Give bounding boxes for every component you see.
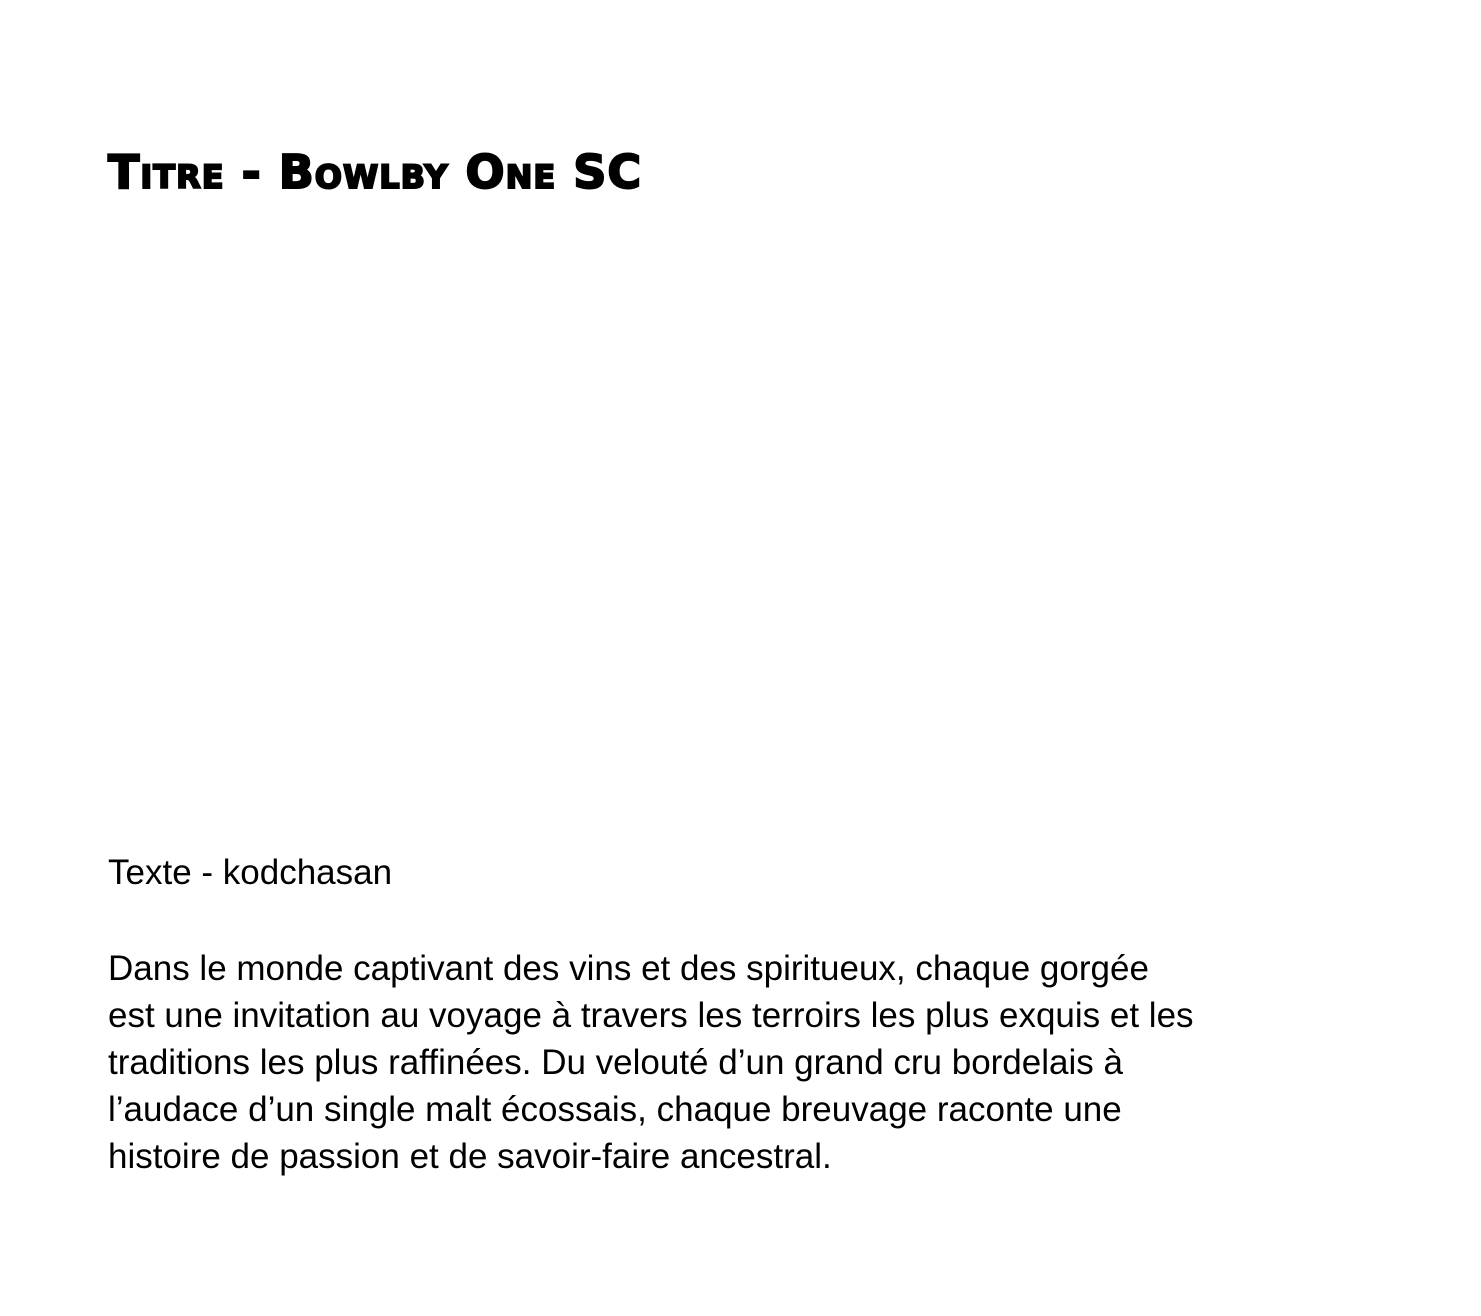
body-paragraph (108, 945, 1408, 1180)
paragraph-line: histoire de passion et de savoir-faire ancestral. (108, 1137, 832, 1176)
paragraph-line: Dans le monde captivant des vins et des spiritueux, chaque gorgée (108, 949, 1149, 988)
paragraph-line: l’audace d’un single malt écossais, chaque breuvage raconte une (108, 1090, 1122, 1129)
text-section-label: Texte - kodchasan (108, 853, 393, 892)
page-title: Titre - Bowlby One SC (108, 145, 643, 199)
paragraph-line: traditions les plus raffinées. Du velouté d’un grand cru bordelais à (108, 1043, 1123, 1082)
paragraph-line: est une invitation au voyage à travers les terroirs les plus exquis et les (108, 996, 1194, 1035)
